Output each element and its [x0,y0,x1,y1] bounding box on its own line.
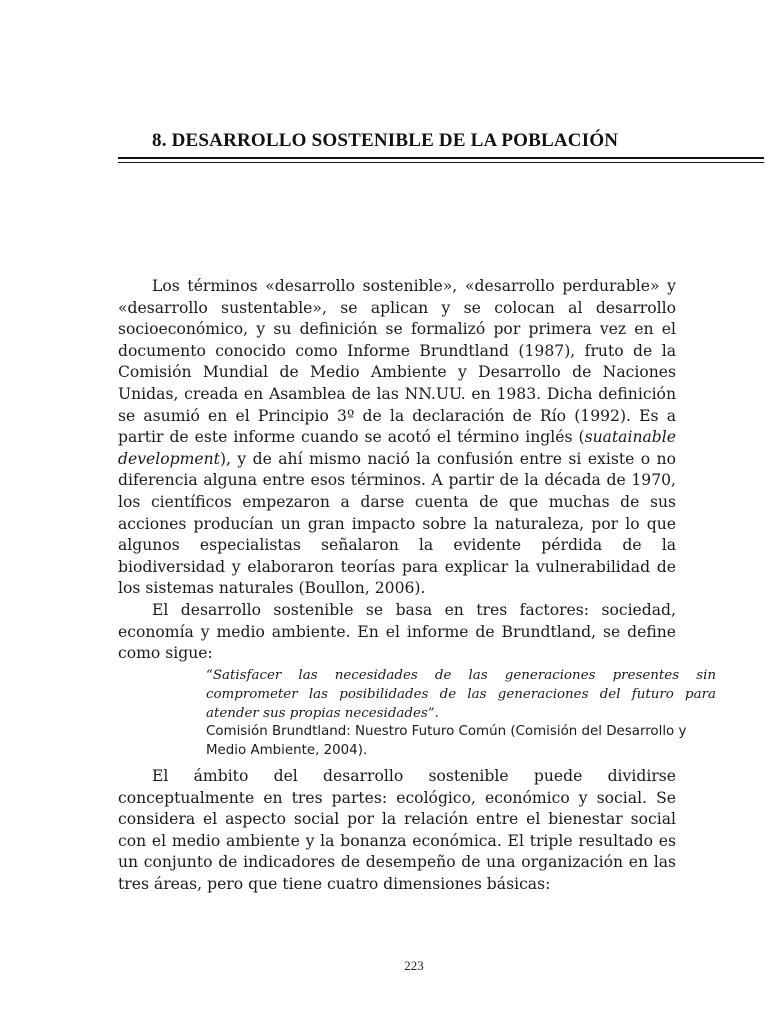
paragraph-3: El ámbito del desarrollo sostenible puede dividirse conceptualmente en tres partes: ecológico, económico y social. Se considera el aspecto social por la relación entre el bienestar social con el medio ambiente y la bonanza económica. El triple resultado es un conjunto de indicadores de desempeño de una organización en las tres áreas, pero que tiene cuatro dimensiones básicas: [118,767,676,893]
chapter-title: 8. DESARROLLO SOSTENIBLE DE LA POBLACIÓN [152,130,619,151]
paragraph-1-text-a: Los términos «desarrollo sostenible», «desarrollo perdurable» y «desarrollo sustentable», se aplican y se colocan al desarrollo socioeconómico, y su definición se formalizó por primera vez en el documento conocido como Informe Brundtland (1987), fruto de la Comisión Mundial de Medio Ambiente y Desarrollo de Naciones Unidas, creada en Asamblea de las NN.UU. en 1983. Dicha definición se asumió en el Principio 3º de la declaración de Río (1992). Es a partir de este informe cuando se acotó el término inglés ( [118,277,676,447]
paragraph-2: El desarrollo sostenible se basa en tres factores: sociedad, economía y medio ambiente. En el informe de Brundtland, se define como sigue: [118,600,676,663]
paragraph-1 [118,276,676,600]
page-number: 223 [404,958,424,973]
body-text-top [118,276,676,665]
body-text-bottom [118,766,676,896]
brundtland-quote [206,667,716,760]
title-double-rule [118,157,764,163]
quote-text: “Satisfacer las necesidades de las generaciones presentes sin comprometer las posibilidades de las generaciones del futuro para atender sus propias necesidades”. [206,668,716,721]
english-term: suatainable development [118,428,676,468]
chapter-header [118,128,764,163]
paragraph-1-text-b: ), y de ahí mismo nació la confusión entre si existe o no diferencia alguna entre esos términos. A partir de la década de 1970, los científicos empezaron a darse cuenta de que muchas de sus acciones producían un gran impacto sobre la naturaleza, por lo que algunos especialistas señalaron la evidente pérdida de la biodiversidad y elaboraron teorías para explicar la vulnerabilidad de los sistemas naturales (Boullon, 2006). [118,449,676,598]
quote-source: Comisión Brundtland: Nuestro Futuro Común (Comisión del Desarrollo y Medio Ambiente, 2004). [206,724,687,758]
